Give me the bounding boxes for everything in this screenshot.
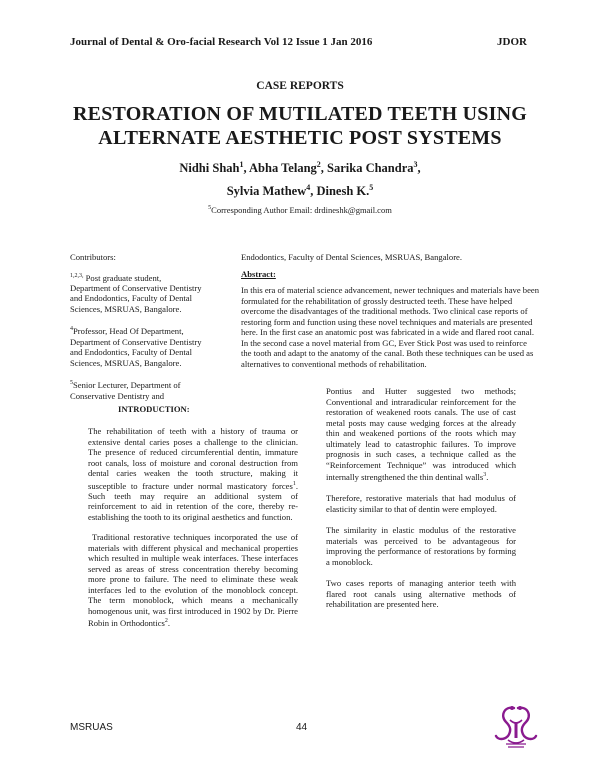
contributor-2-line: Department of Conservative Dentistry	[70, 336, 202, 347]
author-sep: ,	[243, 161, 250, 176]
citation-sup: 2	[164, 618, 168, 625]
right-p1-text: Pontius and Hutter suggested two methods; Conventional and intraradicular reinforcement for the restoration of weakened roots canals. The use of cast metal posts may cause wedging forces at the already thin and weakened portions of the roots which may ultimately lead to catastrophic failures. To improve prognosis in such cases, a technique called as the “Reinforcement Technique” was introduced which internally strengthened the thin dentinal walls	[326, 386, 516, 482]
right-column	[326, 386, 516, 610]
title-line-1: RESTORATION OF MUTILATED TEETH USING	[73, 103, 527, 125]
author-4: Sylvia Mathew	[226, 184, 307, 199]
author-4-sup: 4	[306, 183, 311, 192]
author-1: Nidhi Shah	[179, 161, 240, 176]
contributor-1-role: Post graduate student,	[83, 272, 162, 283]
abstract-body	[241, 285, 551, 369]
title-line-2: ALTERNATE AESTHETIC POST SYSTEMS	[98, 127, 502, 149]
abstract-line: In this era of material science advancement, newer techniques and materials have been	[241, 285, 540, 295]
author-5-sup: 5	[369, 183, 374, 192]
author-1-sup: 1	[239, 160, 244, 169]
contributor-3-role: Senior Lecturer, Department of	[73, 380, 181, 391]
journal-abbr: JDOR	[497, 36, 527, 48]
intro-p1-end: . Such teeth may require an additional system of reinforcement to aid in retention of the core, thereby re-establishing the tooth to its original aesthetics and function.	[88, 480, 298, 522]
abstract-line: the tooth and adapt to the anatomy of the canal. Both these techniques can be used as	[241, 348, 534, 358]
author-sep: ,	[320, 161, 328, 176]
right-p1-end: .	[486, 471, 489, 482]
right-paragraph-4: Two cases reports of managing anterior teeth with flared root canals using alternative methods of rehabilitation are presented here.	[326, 578, 516, 610]
contributor-2-sup: 4	[70, 326, 73, 333]
right-paragraph-3: The similarity in elastic modulus of the restorative materials was perceived to be advantageous for improving the performance of restorations by forming a monoblock.	[326, 525, 516, 567]
citation-sup: 1	[292, 480, 296, 487]
contributor-3	[70, 378, 230, 390]
contributor-1-line: Sciences, MSRUAS, Bangalore.	[70, 303, 182, 314]
authors-line-1	[0, 160, 600, 176]
contributor-continued: Endodontics, Faculty of Dental Sciences, MSRUAS, Bangalore.	[241, 252, 463, 262]
introduction-heading: INTRODUCTION:	[118, 404, 190, 414]
page-number: 44	[296, 722, 308, 733]
author-sep: ,	[310, 184, 317, 199]
section-label: CASE REPORTS	[256, 80, 344, 92]
email-sup: 5	[208, 205, 212, 212]
university-logo	[490, 700, 542, 752]
abstract-line: here. In the first case an anatomic post was fabricated in a wide and flared root canal.	[241, 327, 535, 337]
corresponding-email	[0, 205, 600, 215]
right-paragraph-2: Therefore, restorative materials that had modulus of elasticity similar to that of dentin were employed.	[326, 493, 516, 514]
author-end: ,	[417, 161, 421, 176]
authors-line-2	[0, 183, 600, 199]
author-5: Dinesh K.	[316, 184, 370, 199]
contributor-2	[70, 324, 230, 336]
journal-header: Journal of Dental & Oro-facial Research Vol 12 Issue 1 Jan 2016	[70, 36, 373, 48]
contributors	[70, 252, 230, 401]
contributor-3-sup: 5	[70, 380, 73, 387]
author-3: Sarika Chandra	[327, 161, 414, 176]
intro-paragraph-1	[88, 426, 298, 522]
abstract	[241, 269, 551, 369]
abstract-line: overcome the disadvantages of the traditional methods. Two clinical case reports of	[241, 306, 528, 316]
citation-sup: 3	[483, 472, 487, 478]
author-2: Abha Telang	[249, 161, 317, 176]
footer-institution: MSRUAS	[70, 722, 113, 733]
email-text: Corresponding Author Email: drdineshk@gmail.com	[211, 205, 392, 215]
contributor-2-line: Sciences, MSRUAS, Bangalore.	[70, 357, 182, 368]
contributor-2-line: and Endodontics, Faculty of Dental	[70, 347, 192, 358]
contributor-2-role: Professor, Head Of Department,	[73, 326, 184, 337]
intro-p1-text: The rehabilitation of teeth with a history of trauma or extensive dental caries poses a challenge to the clinician. The presence of reduced circumferential dentin, immature root canals, loss of moisture and coronal destruction from dental caries weaken the tooth structure, making it susceptible to fracture under normal masticatory forces	[88, 426, 298, 491]
abstract-line: alternatives to conventional methods of rehabilitation.	[241, 358, 427, 369]
intro-paragraph-2	[88, 532, 298, 628]
contributor-3-line: Conservative Dentistry and	[70, 390, 165, 401]
abstract-line: formulated for the rehabilitation of grossly destructed teeth. These have helped	[241, 295, 513, 306]
intro-p2-text: Traditional restorative techniques incorporated the use of materials with different physical and mechanical properties which resulted in multiple weak interfaces. These interfaces served as areas of stress concentration thereby becoming more prone to failure. The need to eliminate these weak interfaces led to the evolution of the monoblock concept. The term monoblock, which means a mechanically homogenous unit, was first introduced in 1902 by Dr. Pierre Robin in Orthodontics	[88, 532, 298, 629]
contributor-1-line: Department of Conservative Dentistry	[70, 282, 202, 293]
contributor-1	[70, 271, 230, 283]
intro-p2-end: .	[167, 618, 171, 629]
abstract-line: restoring form and function using these novel techniques and materials are presented	[241, 316, 533, 327]
paper-title	[0, 102, 600, 150]
author-2-sup: 2	[316, 160, 321, 169]
swan-logo-icon	[490, 700, 542, 752]
abstract-heading: Abstract:	[241, 269, 276, 279]
abstract-line: In the second case a novel material from GC, Ever Stick Post was used to reinforce	[241, 337, 527, 348]
contributor-1-sup: 1,2,3,	[70, 272, 84, 279]
right-paragraph-1	[326, 386, 516, 482]
introduction-column	[88, 404, 298, 629]
contributor-1-line: and Endodontics, Faculty of Dental	[70, 293, 192, 304]
contributors-heading: Contributors:	[70, 252, 116, 262]
author-3-sup: 3	[413, 160, 418, 169]
